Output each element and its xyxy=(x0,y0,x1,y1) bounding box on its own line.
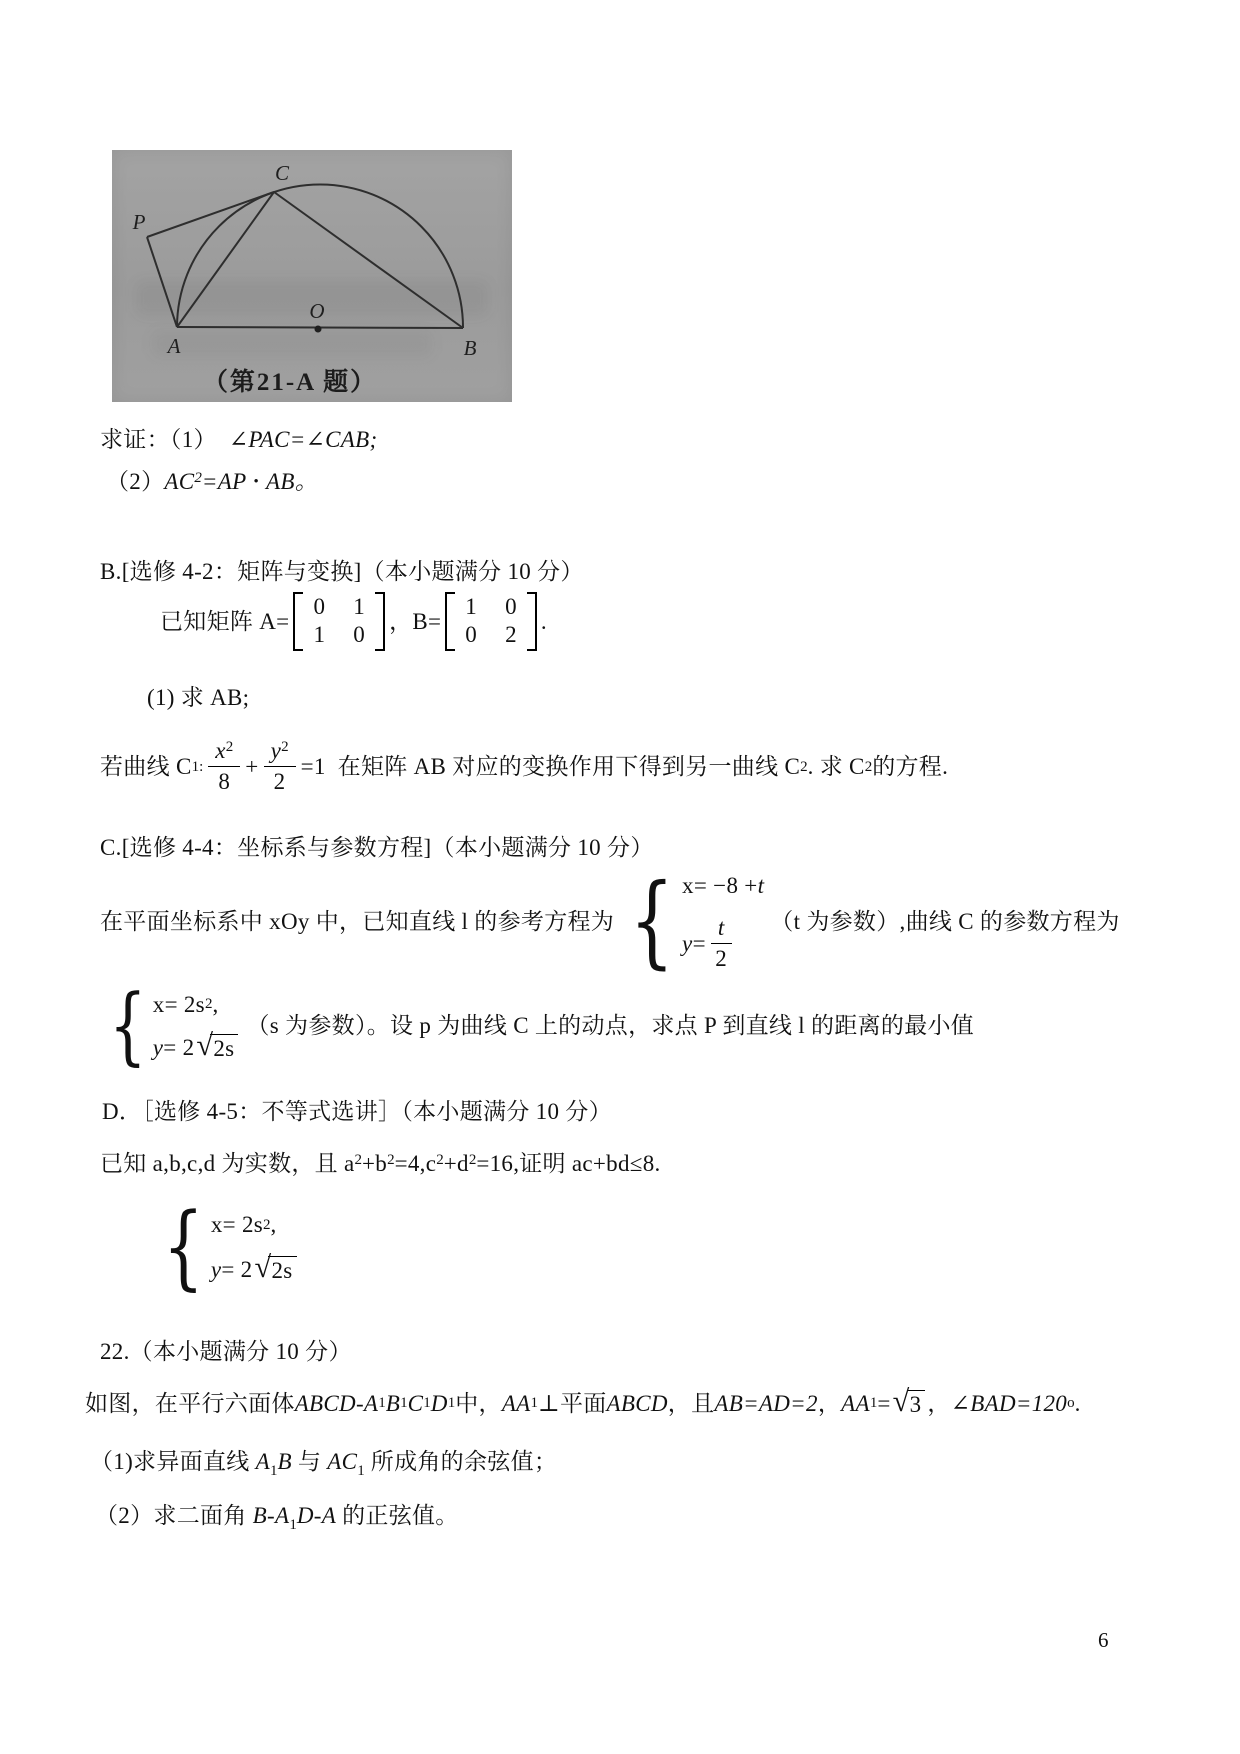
math-run: AC xyxy=(327,1449,358,1474)
point-label-C: C xyxy=(274,161,290,185)
photo-artifact xyxy=(136,281,488,316)
math-run: AA xyxy=(501,1391,531,1416)
equals-one: =1 xyxy=(300,754,326,780)
cjk-text: 在矩阵 AB 对应的变换作用下得到另一曲线 C xyxy=(337,754,801,780)
cjk-text: 22.（本小题满分 10 分） xyxy=(100,1339,352,1364)
curly-brace: { xyxy=(109,976,147,1074)
q22-part2 xyxy=(95,1500,459,1535)
math-sup: 2 xyxy=(354,1152,363,1168)
math-sub: 2 xyxy=(800,758,808,775)
square-root: √ 2s xyxy=(196,1034,238,1061)
math-sub: 1 xyxy=(447,1395,456,1412)
radical-sign: √ xyxy=(196,1027,214,1062)
sectionC-header xyxy=(100,832,654,863)
system-row: y = $\frac{t}{2}$ xyxy=(682,915,737,973)
math-sub: 1 xyxy=(530,1395,539,1412)
math-run: =AP xyxy=(201,469,247,494)
matrix-cell: 0 xyxy=(465,622,478,648)
geometry-diagram xyxy=(112,150,512,402)
math-run: C xyxy=(407,1391,424,1416)
math-run: +d xyxy=(443,1151,469,1176)
parametric-system-curve-C xyxy=(101,976,240,1074)
square-root: √ 3 xyxy=(893,1390,926,1417)
math-run: =4,c xyxy=(394,1151,437,1176)
matrix-cell: 1 xyxy=(353,594,366,619)
sectionD-header xyxy=(102,1096,612,1127)
math-sub: 1 xyxy=(269,1463,278,1479)
math-angles: ∠PAC=∠CAB; xyxy=(228,427,378,452)
cjk-text: C.[选修 4-4：坐标系与参数方程]（本小题满分 10 分） xyxy=(100,835,654,860)
curly-brace: { xyxy=(162,1193,205,1300)
cjk-text: . 求 C xyxy=(807,754,865,780)
matrix-cell: 1 xyxy=(465,594,478,619)
system-row: x = 2s 2 , xyxy=(152,991,219,1017)
q22-part1 xyxy=(90,1446,557,1481)
parametric-system-line-l xyxy=(620,862,765,980)
math-run: +b xyxy=(362,1151,388,1176)
matrix-definition-line xyxy=(160,592,547,651)
cjk-text: 已知矩阵 A= xyxy=(160,608,290,634)
cjk-text: 已知 a,b,c,d 为实数，且 a xyxy=(100,1151,355,1176)
matrix-cell: 2 xyxy=(505,622,517,648)
cjk-text: ， xyxy=(927,1391,951,1416)
figure-photo xyxy=(112,150,512,402)
math-run: D-A xyxy=(296,1503,337,1528)
cjk-text: ⊥平面 xyxy=(538,1391,607,1416)
cjk-text: （2） xyxy=(106,469,165,494)
cjk-text: 求证：（1） xyxy=(100,427,217,452)
fraction-numerator: t xyxy=(711,915,732,944)
cjk-text: ，B= xyxy=(389,608,442,634)
cjk-text: （s 为参数）。设 p 为曲线 C 上的动点，求点 P 到直线 l 的距离的最小值 xyxy=(246,1013,975,1039)
sectionD-known-line xyxy=(100,1148,661,1179)
radical-sign: √ xyxy=(254,1250,272,1285)
radical-sign: √ xyxy=(892,1383,910,1418)
fraction-denominator: 2 xyxy=(273,769,286,795)
matrix-cell: 0 xyxy=(313,594,326,619)
square-root: √ 2s xyxy=(254,1256,296,1283)
figure-caption: （第21-A 题） xyxy=(202,369,378,396)
math-run: AB。 xyxy=(266,469,318,494)
punctuation: . xyxy=(1074,1391,1081,1416)
fraction-x2-8 xyxy=(208,738,240,796)
cjk-text: D．［选修 4-5：不等式选讲］（本小题满分 10 分） xyxy=(102,1099,612,1124)
cjk-text: 与 xyxy=(291,1449,328,1474)
segment-PC xyxy=(147,192,274,237)
system-row: y = 2 √ 2s xyxy=(153,1032,241,1063)
q22-header xyxy=(100,1336,352,1367)
q22-body xyxy=(85,1383,1081,1419)
point-label-B: B xyxy=(463,336,477,360)
math-run: AB=AD=2 xyxy=(714,1391,818,1416)
math-run: B-A xyxy=(252,1503,290,1528)
matrix-bracket-right xyxy=(527,592,537,651)
cjk-text: 在平面坐标系中 xOy 中，已知直线 l 的参考方程为 xyxy=(100,908,615,934)
math-run: ABCD-A xyxy=(294,1391,379,1416)
matrix-cell: 0 xyxy=(353,622,366,648)
proof-line-1 xyxy=(100,424,377,455)
math-sup: 2 xyxy=(387,1152,395,1168)
fraction-t-2 xyxy=(711,915,732,973)
sectionC-body-line xyxy=(100,862,1120,980)
fraction-numerator: $x^2$ xyxy=(208,738,240,767)
cjk-text: （1)求异面直线 xyxy=(90,1449,256,1474)
cjk-text: 的正弦值。 xyxy=(336,1503,459,1528)
photo-artifact xyxy=(152,331,432,356)
fraction-y2-2 xyxy=(264,738,296,796)
point-label-P: P xyxy=(132,210,146,234)
fraction-denominator: 2 xyxy=(715,946,728,972)
matrix-A xyxy=(293,592,385,651)
cjk-text: 所成角的余弦值； xyxy=(364,1449,558,1474)
math-sup: o xyxy=(1067,1395,1075,1412)
math-run: AA xyxy=(841,1391,870,1416)
math-sup: 2 xyxy=(468,1152,477,1168)
math-sub: 1 xyxy=(869,1395,878,1412)
point-label-A: A xyxy=(167,334,181,358)
matrix-bracket-right xyxy=(375,592,385,651)
matrix-bracket-left xyxy=(445,592,455,651)
math-run: A xyxy=(255,1449,270,1474)
math-sup: 2 xyxy=(194,470,202,486)
cjk-text: ，且 xyxy=(667,1391,715,1416)
sectionB-part1 xyxy=(147,682,249,713)
sectionB-header xyxy=(100,556,584,587)
page-number: 6 xyxy=(1098,1628,1109,1652)
multiplication-dot: • xyxy=(253,474,259,490)
matrix-B xyxy=(445,592,537,651)
math-run: ∠BAD=120 xyxy=(950,1391,1068,1416)
system-row: y = 2 √ 2s xyxy=(211,1254,299,1285)
matrix-bracket-left xyxy=(293,592,303,651)
math-run: B xyxy=(385,1391,401,1416)
cjk-text: ， xyxy=(817,1391,842,1416)
math-sub: 1 xyxy=(357,1463,365,1479)
point-label-O: O xyxy=(309,299,325,323)
math-run: B xyxy=(277,1449,292,1474)
equals-sign: = xyxy=(877,1391,891,1416)
matrix-cell: 1 xyxy=(313,622,326,648)
math-sub: 1: xyxy=(191,758,204,775)
cjk-text: 若曲线 C xyxy=(100,754,192,780)
cjk-text: （t 为参数）,曲线 C 的参数方程为 xyxy=(770,908,1120,934)
system-row: x = 2s 2 , xyxy=(210,1212,277,1238)
math-sup: 2 xyxy=(436,1152,444,1168)
math-sub: 1 xyxy=(400,1395,408,1412)
cjk-text: =16,证明 ac+bd≤8. xyxy=(476,1151,661,1176)
cjk-text: B.[选修 4-2：矩阵与变换]（本小题满分 10 分） xyxy=(100,559,584,584)
math-sub: 1 xyxy=(378,1395,386,1412)
cjk-text: (1) 求 AB; xyxy=(147,685,250,710)
cjk-text: 如图，在平行六面体 xyxy=(85,1391,295,1416)
sectionD-system xyxy=(148,1193,305,1300)
math-sub: 2 xyxy=(864,758,873,775)
curve-C1-line xyxy=(100,738,948,796)
fraction-numerator: $y^2$ xyxy=(264,738,296,767)
math-run: ABCD xyxy=(606,1391,668,1416)
math-sub: 1 xyxy=(289,1517,297,1533)
cjk-text: 中， xyxy=(455,1391,502,1416)
proof-line-2 xyxy=(106,466,318,497)
matrix-cell: 0 xyxy=(505,594,517,619)
parametric-system-repeat xyxy=(154,1193,299,1300)
math-sub: 1 xyxy=(423,1395,431,1412)
curly-brace: { xyxy=(629,862,675,980)
sectionC-curve-line xyxy=(95,976,975,1074)
math-run: D xyxy=(430,1391,448,1416)
system-row: x = −8 + t xyxy=(682,873,765,898)
cjk-text: （2）求二面角 xyxy=(95,1503,253,1528)
plus-sign: + xyxy=(245,754,259,780)
math-base: AC xyxy=(164,469,195,494)
fraction-denominator: 8 xyxy=(218,769,231,795)
cjk-text: 的方程. xyxy=(872,754,949,780)
punctuation: . xyxy=(540,608,547,634)
